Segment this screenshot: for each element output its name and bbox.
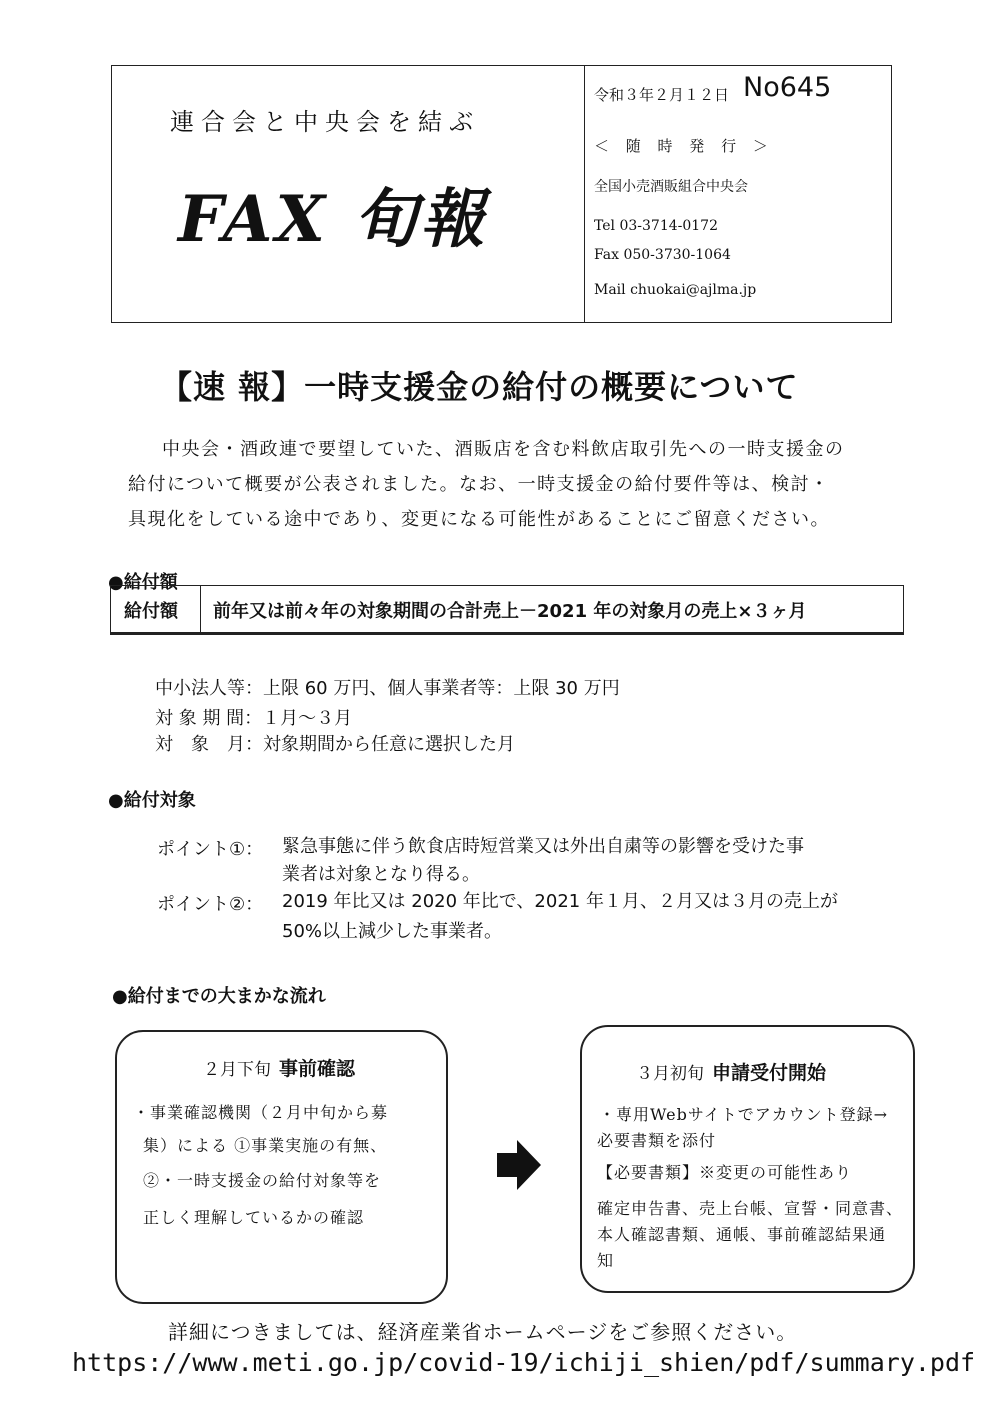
amount-table-divider <box>200 585 201 633</box>
point1-text: 業者は対象となり得る。 <box>282 864 480 885</box>
issue-date: 令和３年２月１２日 <box>594 86 730 104</box>
header-divider <box>584 65 585 323</box>
amount-formula: 前年又は前々年の対象期間の合計売上－2021 年の対象月の売上×３ヶ月 <box>213 601 807 622</box>
point2-text: 2019 年比又は 2020 年比で、2021 年１月、２月又は３月の売上が <box>282 891 838 912</box>
intro-line: 給付について概要が公表されました。なお、一時支援金の給付要件等は、検討・ <box>128 474 830 495</box>
intro-line: 具現化をしている途中であり、変更になる可能性があることにご留意ください。 <box>128 509 830 530</box>
flow-box-application-line: 【必要書類】※変更の可能性あり <box>597 1163 853 1182</box>
flow-box-application-line: 必要書類を添付 <box>597 1131 717 1150</box>
intro-line: 中央会・酒政連で要望していた、酒販店を含む料飲店取引先への一時支援金の <box>162 439 845 460</box>
flow-box-pre-check-heading <box>203 1054 355 1081</box>
contact-fax: Fax 050-3730-1064 <box>594 247 731 263</box>
section-heading-flow: ●給付までの大まかな流れ <box>112 986 326 1007</box>
newsletter-subtitle: 連合会と中央会を結ぶ <box>170 108 480 136</box>
flow-box-pre-check-line: 正しく理解しているかの確認 <box>143 1208 365 1227</box>
amount-limit: 中小法人等：上限 60 万円、個人事業者等：上限 30 万円 <box>155 678 620 699</box>
detail-note: 詳細につきましては、経済産業省ホームページをご参照ください。 <box>168 1320 798 1344</box>
flow-box-application-title: 申請受付開始 <box>712 1062 827 1084</box>
publisher-org: 全国小売酒販組合中央会 <box>594 179 748 195</box>
amount-label: 給付額 <box>124 601 178 622</box>
contact-tel: Tel 03-3714-0172 <box>594 218 718 234</box>
newsletter-title: FAX 旬報 <box>178 182 488 257</box>
flow-box-application-line: 知 <box>597 1251 615 1270</box>
point2-text: 50%以上減少した事業者。 <box>282 921 503 942</box>
section-heading-amount: ●給付額 <box>108 572 178 593</box>
flow-box-application-heading <box>636 1058 826 1085</box>
flow-box-application-when: ３月初旬 <box>636 1064 704 1084</box>
flow-box-pre-check-when: ２月下旬 <box>203 1060 271 1080</box>
amount-table-underline <box>110 633 904 635</box>
flow-box-pre-check-line: ・事業確認機関（２月中旬から募 <box>133 1103 389 1122</box>
flow-box-pre-check-line: 集）による ①事業実施の有無、 <box>143 1136 388 1155</box>
contact-mail[interactable]: Mail chuokai@ajlma.jp <box>594 282 757 298</box>
right-arrow-icon <box>497 1140 541 1190</box>
point1-label: ポイント①： <box>157 839 264 860</box>
issue-number: No645 <box>743 72 832 103</box>
flow-box-application-line: 本人確認書類、通帳、事前確認結果通 <box>597 1225 887 1244</box>
point1-text: 緊急事態に伴う飲食店時短営業又は外出自粛等の影響を受けた事 <box>282 836 804 857</box>
target-month: 対 象 月：対象期間から任意に選択した月 <box>155 734 515 755</box>
section-heading-target: ●給付対象 <box>108 790 196 811</box>
flow-box-application-line: 確定申告書、売上台帳、宣誓・同意書、 <box>597 1199 904 1218</box>
target-period: 対 象 期 間：１月～３月 <box>155 708 353 729</box>
point2-label: ポイント②： <box>157 894 264 915</box>
flow-box-pre-check-title: 事前確認 <box>279 1058 356 1080</box>
issue-frequency: ＜ 随 時 発 行 ＞ <box>594 137 774 155</box>
headline: 【速 報】一時支援金の給付の概要について <box>160 368 799 406</box>
reference-url[interactable]: https://www.meti.go.jp/covid-19/ichiji_shien/pdf/summary.pdf <box>72 1348 976 1377</box>
flow-box-pre-check-line: ②・一時支援金の給付対象等を <box>143 1171 382 1190</box>
flow-box-application-line: ・専用Webサイトでアカウント登録→ <box>599 1105 888 1124</box>
